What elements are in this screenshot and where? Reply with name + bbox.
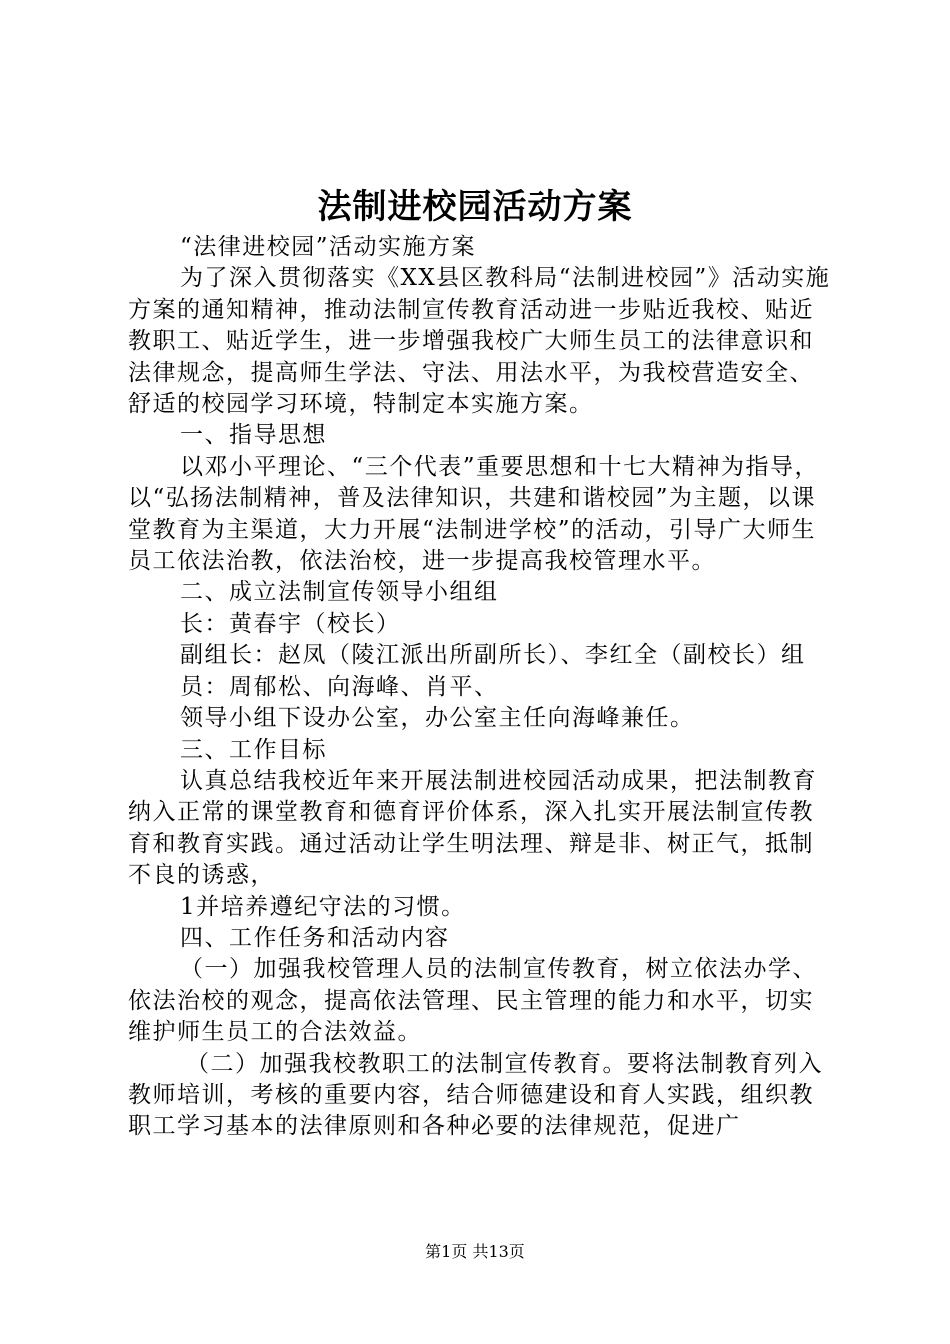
heading-work-tasks: 四、工作任务和活动内容 <box>180 924 450 951</box>
paragraph-deputy-leaders: 副组长：赵凤（陵江派出所副所长）、李红全（副校长）组 <box>180 642 806 669</box>
document-title: 法制进校园活动方案 <box>317 187 633 227</box>
paragraph-intro: 为了深入贯彻落实《XX县区教科局“法制进校园”》活动实施方案的通知精神，推动法制宣传教育活动进一步贴近我校、贴近教职工、贴近学生，进一步增强我校广大师生员工的法律意识和法律规念，提高师生学法、守法、用法水平，为我校营造安全、舒适的校园学习环境，特制定本实施方案。 <box>128 265 831 418</box>
heading-leadership-group: 二、成立法制宣传领导小组组 <box>180 579 499 606</box>
paragraph-guiding-thought: 以邓小平理论、“三个代表”重要思想和十七大精神为指导，以“弘扬法制精神，普及法律知识，共建和谐校园”为主题，以课堂教育为主渠道，大力开展“法制进学校”的活动，引导广大师生员工依法治教，依法治校，进一步提高我校管理水平。 <box>128 453 820 575</box>
paragraph-subtitle: “法律进校园”活动实施方案 <box>180 234 477 260</box>
heading-guiding-thought: 一、指导思想 <box>180 422 327 449</box>
paragraph-office: 领导小组下设办公室，办公室主任向海峰兼任。 <box>180 705 695 732</box>
heading-work-goals: 三、工作目标 <box>180 736 327 763</box>
paragraph-habits: 1并培养遵纪守法的习惯。 <box>180 893 466 920</box>
paragraph-task-one: （一）加强我校管理人员的法制宣传教育，树立依法办学、依法治校的观念，提高依法管理、民主管理的能力和水平，切实维护师生员工的合法效益。 <box>128 956 817 1046</box>
document-body <box>128 232 834 1143</box>
paragraph-task-two: （二）加强我校教职工的法制宣传教育。要将法制教育列入教师培训，考核的重要内容，结合师德建设和育人实践，组织教职工学习基本的法律原则和各种必要的法律规范，促进广 <box>128 1050 823 1140</box>
paragraph-group-members: 员：周郁松、向海峰、肖平、 <box>180 673 499 700</box>
page-footer: 第1页 共13页 <box>425 1242 525 1261</box>
paragraph-group-leader: 长：黄春宇（校长） <box>180 610 401 637</box>
paragraph-work-goals: 认真总结我校近年来开展法制进校园活动成果，把法制教育纳入正常的课堂教育和德育评价体系，深入扎实开展法制宣传教育和教育实践。通过活动让学生明法理、辩是非、树正气，抵制不良的诱惑， <box>128 767 817 889</box>
